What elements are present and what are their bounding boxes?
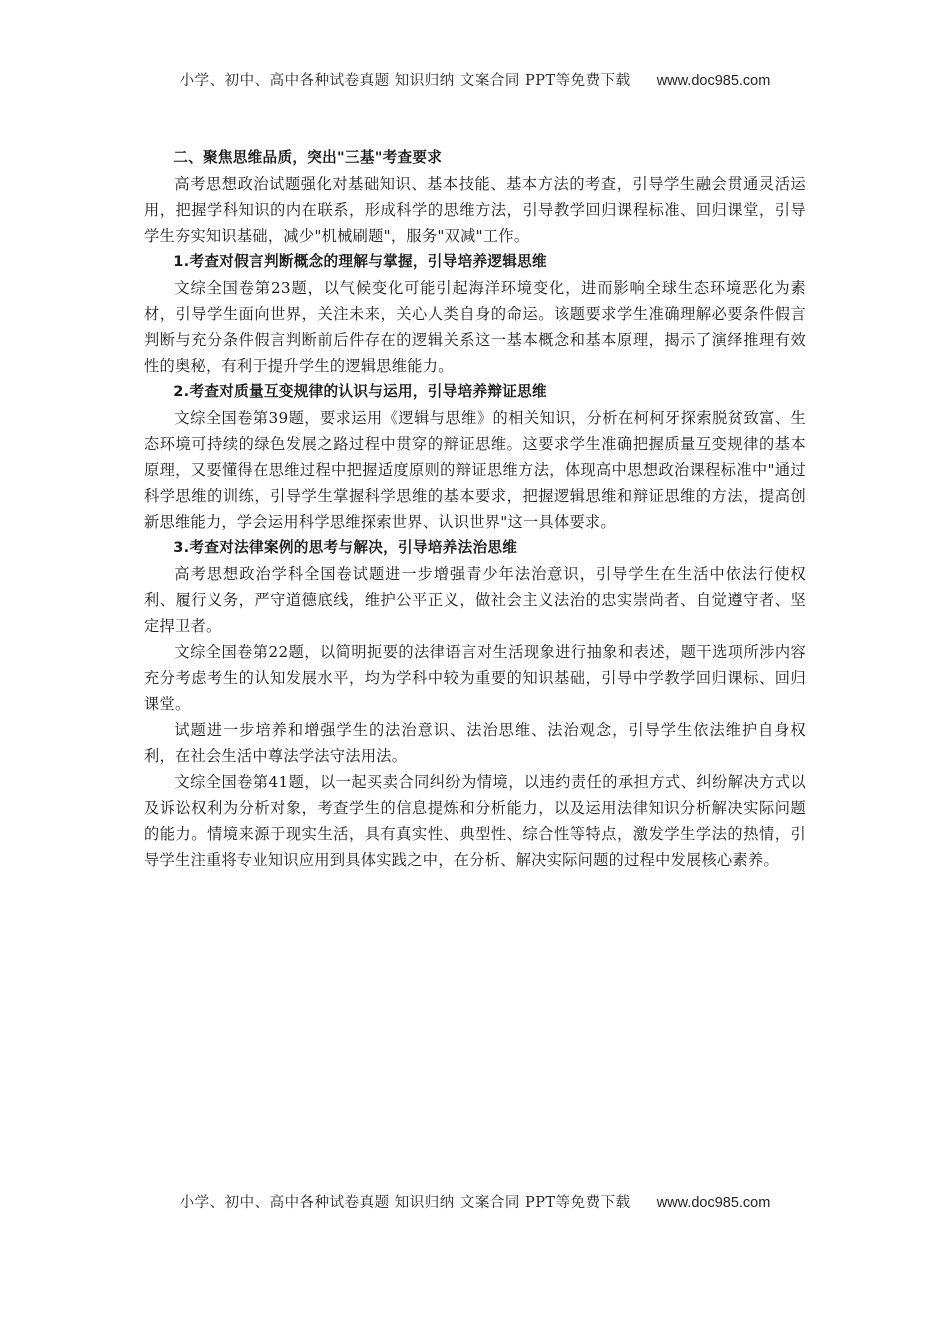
footer-site-url[interactable]: www.doc985.com xyxy=(656,1195,771,1211)
subsection-3-paragraph-4: 文综全国卷第41题，以一起买卖合同纠纷为情境，以违约责任的承担方式、纠纷解决方式以及诉讼权利为分析对象，考查学生的信息提炼和分析能力，以及运用法律知识分析解决实际问题的能力。情境来源于现实生活，具有真实性、典型性、综合性等特点，激发学生学法的热情，引导学生注重将专业知识应用到具体实践之中，在分析、解决实际问题的过程中发展核心素养。 xyxy=(144,773,806,869)
subsection-3-paragraph-1: 高考思想政治学科全国卷试题进一步增强青少年法治意识，引导学生在生活中依法行使权利、履行义务，严守道德底线，维护公平正义，做社会主义法治的忠实崇尚者、自觉遵守者、坚定捍卫者。 xyxy=(144,565,806,635)
document-body xyxy=(144,145,806,873)
subsection-1-paragraph: 文综全国卷第23题，以气候变化可能引起海洋环境变化，进而影响全球生态环境恶化为素材，引导学生面向世界，关注未来，关心人类自身的命运。该题要求学生准确理解必要条件假言判断与充分条件假言判断前后件存在的逻辑关系这一基本概念和基本原理，揭示了演绎推理有效性的奥秘，有利于提升学生的逻辑思维能力。 xyxy=(144,279,806,375)
subsection-2-title: 2.考查对质量互变规律的认识与运用，引导培养辩证思维 xyxy=(173,383,547,400)
subsection-3-title: 3.考查对法律案例的思考与解决，引导培养法治思维 xyxy=(173,539,518,556)
footer-site-text: 小学、初中、高中各种试卷真题 知识归纳 文案合同 PPT等免费下载 xyxy=(179,1195,631,1211)
subsection-2-paragraph: 文综全国卷第39题，要求运用《逻辑与思维》的相关知识，分析在柯柯牙探索脱贫致富、生态环境可持续的绿色发展之路过程中贯穿的辩证思维。这要求学生准确把握质量互变规律的基本原理，又要懂得在思维过程中把握适度原则的辩证思维方法，体现高中思想政治课程标准中"通过科学思维的训练，引导学生掌握科学思维的基本要求，把握逻辑思维和辩证思维的方法，提高创新思维能力，学会运用科学思维探索世界、认识世界"这一具体要求。 xyxy=(144,409,806,531)
page-header xyxy=(0,69,950,90)
subsection-1-title: 1.考查对假言判断概念的理解与掌握，引导培养逻辑思维 xyxy=(173,253,547,270)
section-title: 二、聚焦思维品质，突出"三基"考查要求 xyxy=(173,149,443,166)
header-site-url[interactable]: www.doc985.com xyxy=(656,73,771,89)
intro-paragraph: 高考思想政治试题强化对基础知识、基本技能、基本方法的考查，引导学生融会贯通灵活运用，把握学科知识的内在联系，形成科学的思维方法，引导教学回归课程标准、回归课堂，引导学生夯实知识基础，减少"机械刷题"，服务"双减"工作。 xyxy=(144,175,806,245)
header-site-text: 小学、初中、高中各种试卷真题 知识归纳 文案合同 PPT等免费下载 xyxy=(179,73,631,89)
subsection-3-paragraph-2: 文综全国卷第22题，以简明扼要的法律语言对生活现象进行抽象和表述，题干选项所涉内容充分考虑考生的认知发展水平，均为学科中较为重要的知识基础，引导中学教学回归课标、回归课堂。 xyxy=(144,643,806,713)
subsection-3-paragraph-3: 试题进一步培养和增强学生的法治意识、法治思维、法治观念，引导学生依法维护自身权利，在社会生活中尊法学法守法用法。 xyxy=(144,721,806,765)
page-footer xyxy=(0,1191,950,1212)
